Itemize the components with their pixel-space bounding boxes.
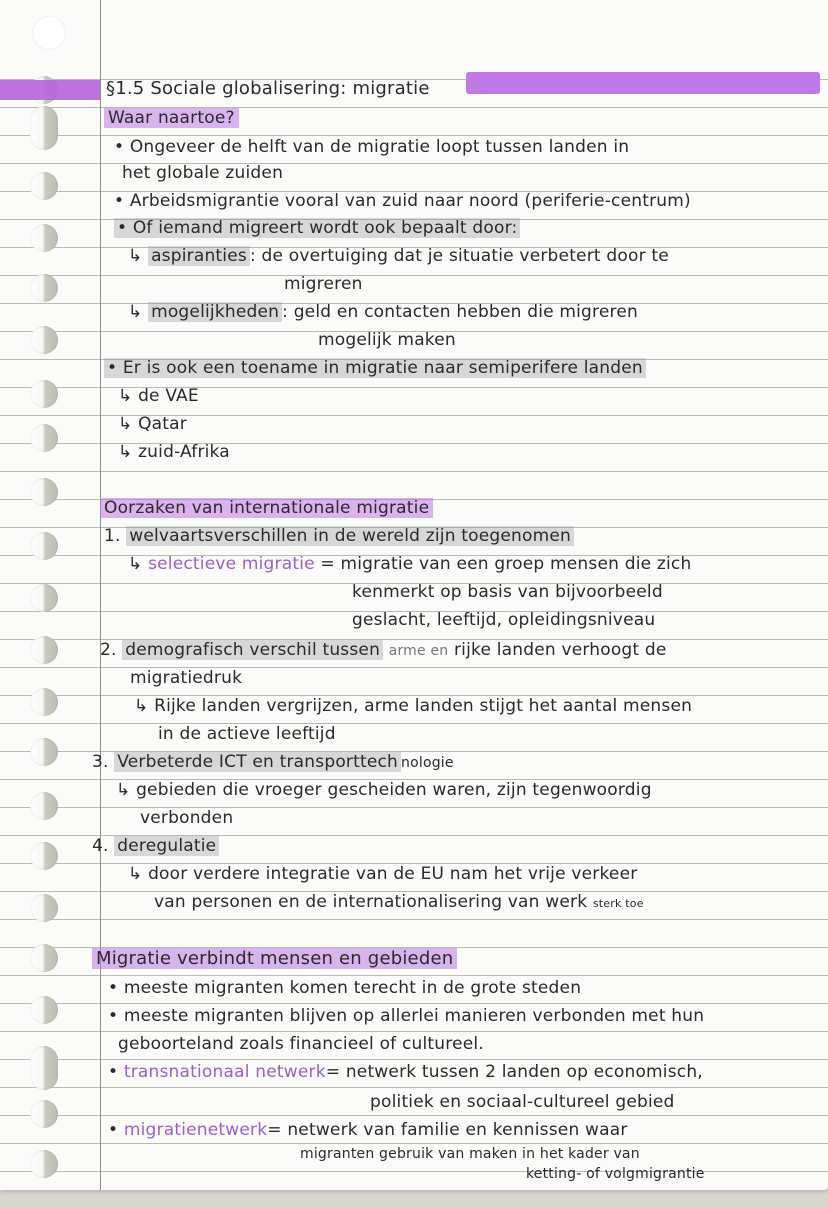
term: mogelijkheden <box>148 302 282 322</box>
arrow-icon: ↳ <box>128 864 143 884</box>
country-item <box>118 442 230 462</box>
item-text: demografisch verschil tussen <box>122 640 383 660</box>
item-text-faded: arme en <box>388 643 449 659</box>
item-cont: migratiedruk <box>130 668 243 688</box>
sub-item-text: van personen en de internationalisering van werk <box>154 892 588 912</box>
heading-text: Waar naartoe? <box>104 108 239 128</box>
country-name: de VAE <box>138 386 199 406</box>
term: aspiranties <box>148 246 250 266</box>
arrow-icon: ↳ <box>128 554 143 574</box>
numbered-item <box>104 526 574 546</box>
sub-item-aspiranties <box>128 246 669 266</box>
numbered-item <box>100 640 667 660</box>
definition: = migratie van een groep mensen die zich <box>320 554 692 574</box>
bullet-line: • Ongeveer de helft van de migratie loopt tussen landen in <box>114 137 630 157</box>
country-item <box>118 386 199 406</box>
bullet-text: • Of iemand migreert wordt ook bepaalt door: <box>114 218 520 238</box>
section-title: §1.5 Sociale globalisering: migratie <box>106 78 430 99</box>
heading-waar-naartoe <box>104 108 239 128</box>
sub-item-cont: migreren <box>284 274 363 294</box>
arrow-icon: ↳ <box>116 780 131 800</box>
definition-cont: politiek en sociaal-cultureel gebied <box>370 1092 675 1112</box>
sub-item <box>128 864 637 884</box>
arrow-icon: ↳ <box>134 696 149 716</box>
bullet-dot: • <box>108 1062 124 1082</box>
item-text: deregulatie <box>114 836 219 856</box>
definition-cont: ketting- of volgmigrantie <box>526 1166 705 1182</box>
sub-item-text: gebieden die vroeger gescheiden waren, zijn tegenwoordig <box>136 780 652 800</box>
definition: = netwerk van familie en kennissen waar <box>267 1120 628 1140</box>
bullet-cont: het globale zuiden <box>122 163 284 183</box>
sub-item <box>134 696 692 716</box>
country-name: zuid-Afrika <box>138 442 230 462</box>
bullet-text: • Er is ook een toename in migratie naar semiperifere landen <box>104 358 646 378</box>
item-text-small: nologie <box>401 755 454 771</box>
definition-migratienetwerk <box>108 1120 628 1140</box>
arrow-icon: ↳ <box>128 246 143 266</box>
term: migratienetwerk <box>123 1120 268 1140</box>
bullet-line <box>114 218 520 238</box>
definition-cont: kenmerkt op basis van bijvoorbeeld <box>352 582 663 602</box>
heading-text: Oorzaken van internationale migratie <box>100 498 433 518</box>
item-number: 1. <box>104 526 121 546</box>
country-item <box>118 414 187 434</box>
sub-item <box>116 780 652 800</box>
heading-text: Migratie verbindt mensen en gebieden <box>92 948 457 969</box>
sub-item-mogelijkheden <box>128 302 638 322</box>
definition-cont: geslacht, leeftijd, opleidingsniveau <box>352 610 656 630</box>
term: selectieve migratie <box>148 554 315 574</box>
item-number: 4. <box>92 836 109 856</box>
item-text: Verbeterde ICT en transporttech <box>114 752 401 772</box>
item-number: 3. <box>92 752 109 772</box>
definition-cont: migranten gebruik van maken in het kader van <box>300 1146 640 1162</box>
definition: : de overtuiging dat je situatie verbetert door te <box>249 246 669 266</box>
bullet-line: • meeste migranten blijven op allerlei manieren verbonden met hun <box>108 1006 705 1026</box>
sub-item-cont: verbonden <box>140 808 234 828</box>
arrow-icon: ↳ <box>118 386 133 406</box>
heading-migratie-verbindt <box>92 948 457 969</box>
sub-item-text-small: sterk toe <box>592 897 644 910</box>
bullet-dot: • <box>108 1120 124 1140</box>
sub-item-text: door verdere integratie van de EU nam het vrije verkeer <box>148 864 638 884</box>
country-name: Qatar <box>138 414 187 434</box>
heading-oorzaken <box>100 498 433 518</box>
definition: : geld en contacten hebben die migreren <box>282 302 638 322</box>
definition-selectieve-migratie <box>128 554 691 574</box>
arrow-icon: ↳ <box>118 414 133 434</box>
arrow-icon: ↳ <box>118 442 133 462</box>
numbered-item <box>92 836 219 856</box>
sub-item-cont <box>154 892 644 912</box>
sub-item-text: Rijke landen vergrijzen, arme landen stijgt het aantal mensen <box>154 696 693 716</box>
item-text: welvaartsverschillen in de wereld zijn toegenomen <box>126 526 574 546</box>
item-number: 2. <box>100 640 117 660</box>
definition: = netwerk tussen 2 landen op economisch, <box>325 1062 703 1082</box>
bullet-line: • meeste migranten komen terecht in de grote steden <box>108 978 582 998</box>
bullet-cont: geboorteland zoals financieel of cultureel. <box>118 1034 484 1054</box>
bullet-line <box>104 358 646 378</box>
sub-item-cont: mogelijk maken <box>318 330 456 350</box>
arrow-icon: ↳ <box>128 302 143 322</box>
definition-transnationaal-netwerk <box>108 1062 703 1082</box>
item-text: rijke landen verhoogt de <box>453 640 667 660</box>
bullet-line: • Arbeidsmigrantie vooral van zuid naar noord (periferie-centrum) <box>114 191 691 211</box>
numbered-item <box>92 752 454 772</box>
term: transnationaal netwerk <box>123 1062 326 1082</box>
sub-item-cont: in de actieve leeftijd <box>158 724 336 744</box>
